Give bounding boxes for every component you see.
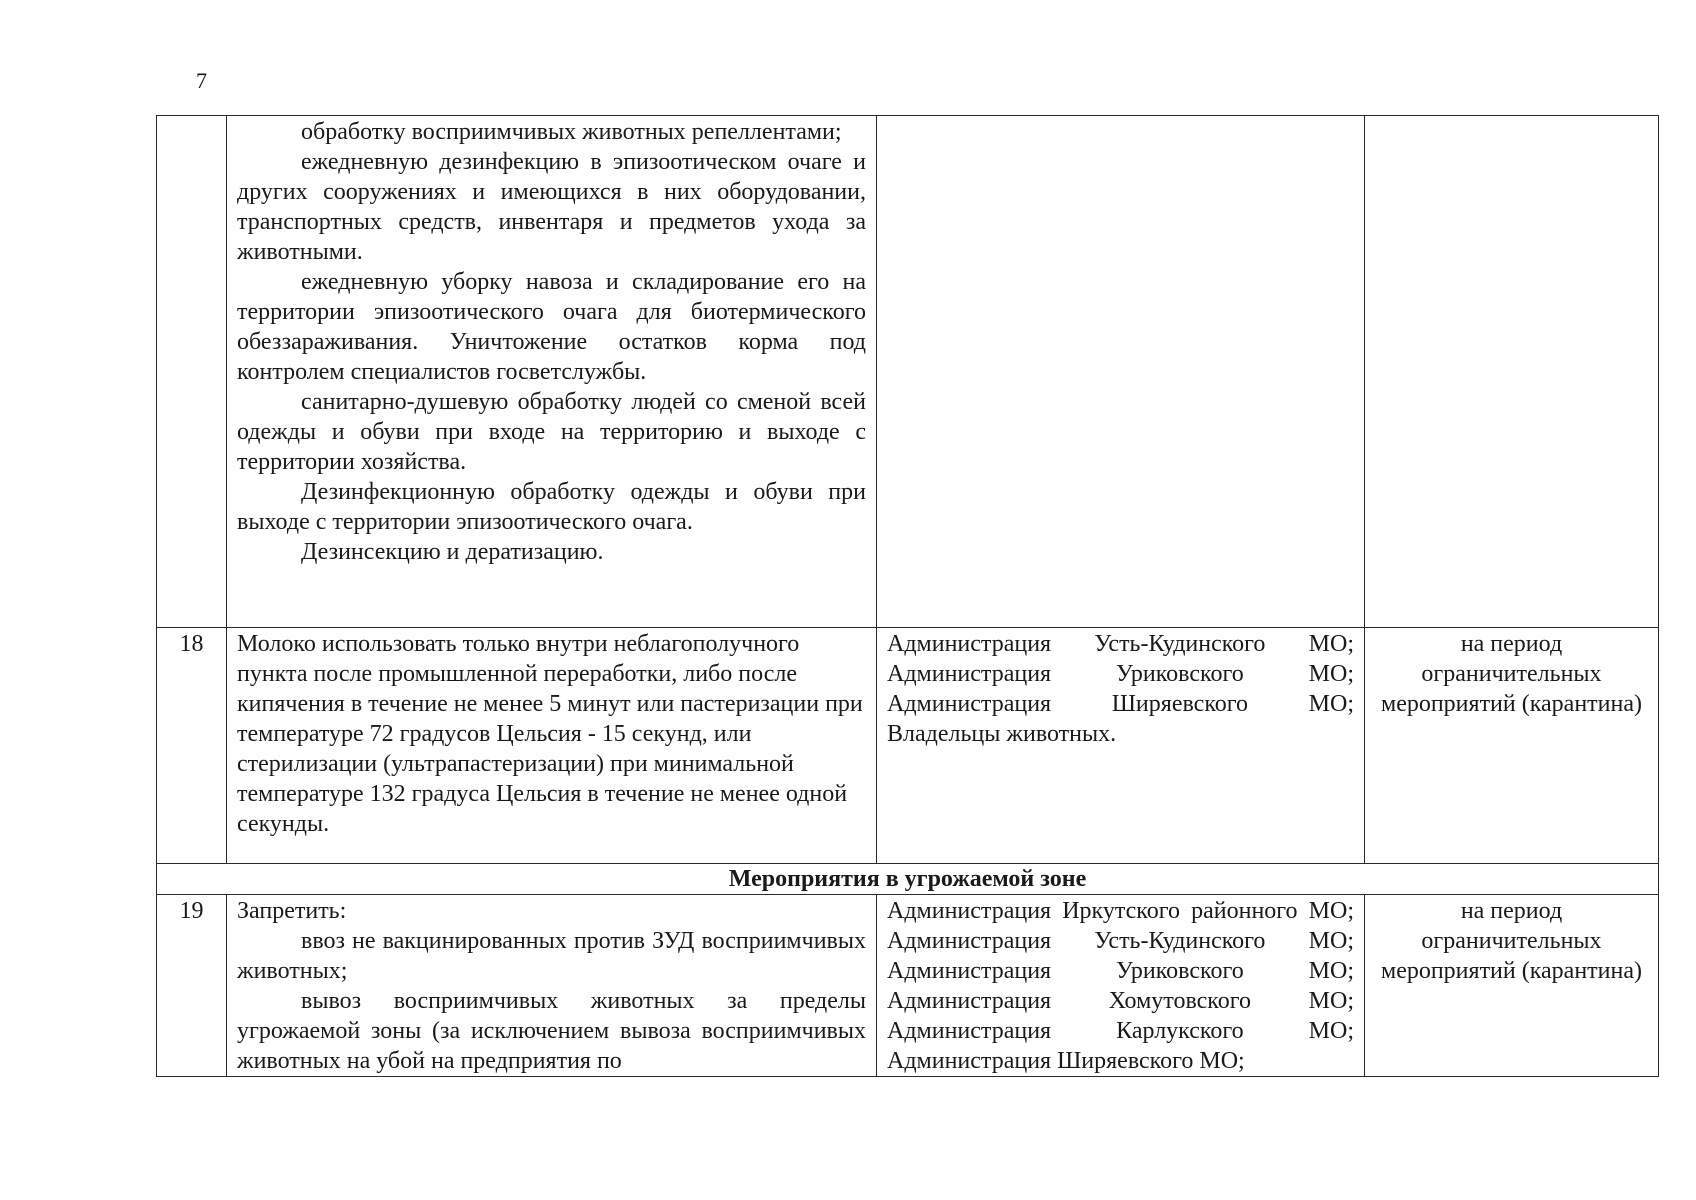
period-cell [1365,628,1659,864]
period-text: на период ограничительных мероприятий (карантина) [1381,631,1642,717]
measure-paragraph: ежедневную дезинфекцию в эпизоотическом очаге и других сооружениях и имеющихся в них оборудовании, транспортных средств, инвентаря и предметов ухода за животными. [237,149,866,265]
section-title: Мероприятия в угрожаемой зоне [157,864,1659,895]
table-row [157,895,1659,1077]
period-cell [1365,895,1659,1077]
responsible-cell [877,116,1365,628]
measure-cell [227,895,877,1077]
measure-paragraph: обработку восприимчивых животных репеллентами; [301,119,842,145]
section-row [157,864,1659,895]
measure-cell [227,116,877,628]
measure-paragraph: Молоко использовать только внутри неблагополучного пункта после промышленной переработки, либо после кипячения в течение не менее 5 минут или пастеризации при температуре 72 градусов Цельсия - 15 секунд, или стерилизации (ультрапастеризации) при минимальной температуре 132 градуса Цельсия в течение не менее одной секунды. [237,631,863,837]
measure-paragraph: санитарно-душевую обработку людей со сменой всей одежды и обуви при входе на территорию и выходе с территории хозяйства. [237,389,866,475]
measure-paragraph: ежедневную уборку навоза и складирование его на территории эпизоотического очага для биотермического обеззараживания. Уничтожение остатков корма под контролем специалистов госветслужбы. [237,269,866,385]
responsible-cell [877,895,1365,1077]
measure-cell [227,628,877,864]
measure-paragraph: ввоз не вакцинированных против ЗУД восприимчивых животных; [237,928,866,984]
measure-paragraph: Дезинсекцию и дератизацию. [301,539,604,565]
period-text: на период ограничительных мероприятий (карантина) [1381,898,1642,984]
responsible-text: Администрация Усть-Кудинского МО; Администрация Уриковского МО; Администрация Ширяевского МО; Владельцы животных. [887,631,1354,747]
table-row [157,116,1659,628]
measure-paragraph: Дезинфекционную обработку одежды и обуви при выходе с территории эпизоотического очага. [237,479,866,535]
measure-paragraph: вывоз восприимчивых животных за пределы угрожаемой зоны (за исключением вывоза восприимчивых животных на убой на предприятия по [237,988,866,1074]
row-number: 18 [157,628,227,864]
row-number: 19 [157,895,227,1077]
table-row [157,628,1659,864]
measures-table [156,115,1659,1077]
row-number [157,116,227,628]
responsible-text: Администрация Иркутского районного МО; Администрация Усть-Кудинского МО; Администрация Уриковского МО; Администрация Хомутовского МО; Администрация Карлукского МО; Администрация Ширяевского МО; [887,898,1354,1074]
period-cell [1365,116,1659,628]
measure-heading: Запретить: [237,898,347,924]
responsible-cell [877,628,1365,864]
page-number: 7 [196,68,207,93]
